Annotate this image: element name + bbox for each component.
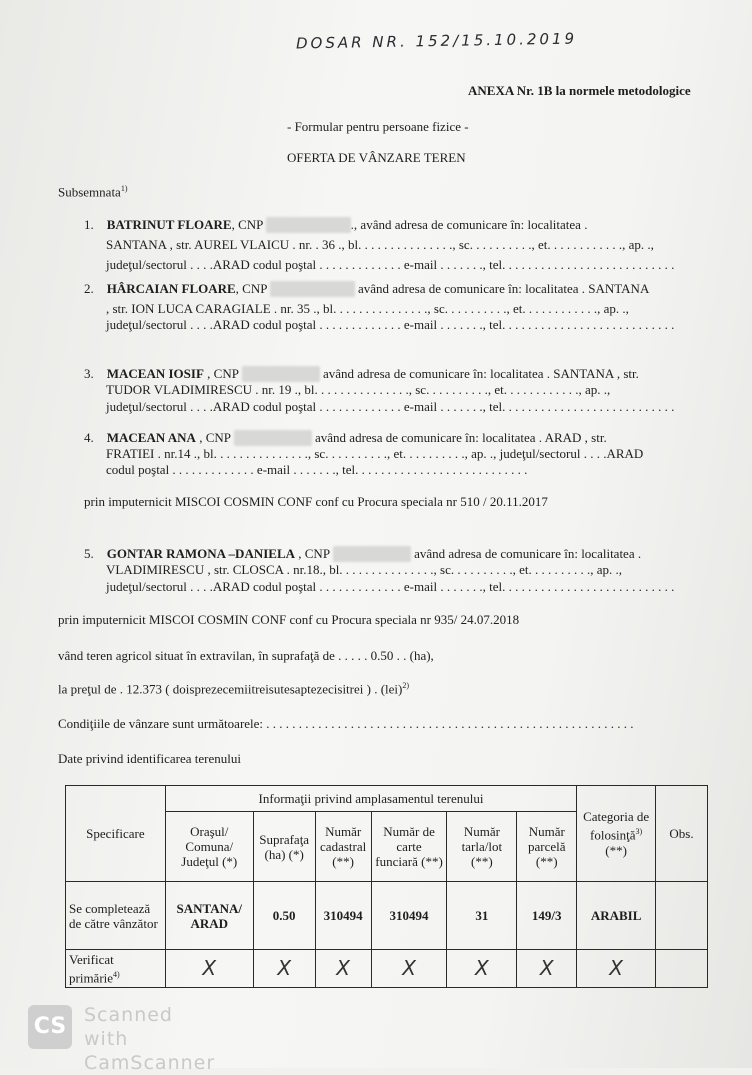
check-mark: X [253, 950, 315, 988]
cell-area: 0.50 [253, 882, 315, 950]
seller-1-line-3: judeţul/sectorul . . . .ARAD codul poştal . . . . . . . . . . . . . e-mail . . . . . . ., tel. . . . . . . . . . . . . . . . . . . . . . . . . . . [106, 257, 675, 272]
seller-name: MACEAN IOSIF [106, 366, 204, 381]
dossier-number: DOSAR NR. 152/15.10.2019 [295, 29, 578, 53]
land-identification-table [65, 785, 708, 988]
header-obs: Obs. [656, 786, 708, 882]
check-mark: X [577, 950, 656, 988]
cell-obs [656, 882, 708, 950]
seller-5-line-3: judeţul/sectorul . . . .ARAD codul poştal . . . . . . . . . . . . . e-mail . . . . . . ., tel. . . . . . . . . . . . . . . . . . . . . . . . . . . [106, 579, 675, 594]
check-mark: X [165, 950, 253, 988]
redacted-cnp [270, 281, 355, 297]
seller-2-line-2: , str. ION LUCA CARAGIALE . nr. 35 ., bl. . . . . . . . . . . . . . ., sc. . . . . . . . . ., et. . . . . . . . . . . ., ap. ., [106, 301, 629, 316]
annex-heading: ANEXA Nr. 1B la normele metodologice [468, 83, 691, 98]
identification-heading: Date privind identificarea terenului [58, 751, 242, 766]
cell-land-book: 310494 [371, 882, 447, 950]
header-city: Oraşul/ Comuna/ Judeţul (*) [165, 812, 253, 882]
redacted-cnp [333, 546, 411, 562]
undersigned-label: Subsemnata$^{1)}$ [58, 184, 128, 200]
check-mark: X [315, 950, 371, 988]
camscanner-watermark [28, 1003, 218, 1074]
seller-name: HÂRCAIAN FLOARE [106, 281, 236, 296]
watermark-line-1: Scanned with [84, 1004, 173, 1050]
seller-1-line-1: 1. BATRINUT FLOARE, CNP ., având adresa de comunicare în: localitatea . [84, 217, 588, 232]
seller-name: GONTAR RAMONA –DANIELA [106, 546, 296, 561]
proxy-1: prin imputernicit MISCOI COSMIN CONF conf cu Procura speciala nr 510 / 20.11.2017 [84, 494, 548, 509]
header-parcel: Număr parcelă (**) [517, 812, 577, 882]
seller-3-line-2: TUDOR VLADIMIRESCU . nr. 19 ., bl. . . . . . . . . . . . . . ., sc. . . . . . . . . ., et. . . . . . . . . . . ., ap. ., [106, 382, 611, 397]
header-location-group: Informaţii privind amplasamentul terenului [165, 786, 576, 812]
proxy-2: prin imputernicit MISCOI COSMIN CONF conf cu Procura speciala nr 935/ 24.07.2018 [58, 612, 520, 627]
cell-tarla: 31 [447, 882, 517, 950]
row-verified-label: Verificat primărie$^{4)}$ [66, 950, 166, 988]
check-mark: X [447, 950, 517, 988]
seller-3-line-1: 3. MACEAN IOSIF , CNP având adresa de comunicare în: localitatea . SANTANA , str. [84, 366, 639, 381]
seller-4-line-2: FRATIEI . nr.14 ., bl. . . . . . . . . . . . . . ., sc. . . . . . . . . ., et. . . . . . . . . ., ap. ., judeţul/sectorul . . . .ARAD [106, 446, 644, 461]
cell-obs-verified [656, 950, 708, 988]
header-land-book: Număr de carte funciară (**) [371, 812, 447, 882]
seller-5-line-1: 5. GONTAR RAMONA –DANIELA , CNP având adresa de comunicare în: localitatea . [84, 546, 642, 561]
redacted-cnp [242, 366, 320, 382]
seller-2-line-1: 2. HÂRCAIAN FLOARE, CNP având adresa de comunicare în: localitatea . SANTANA [84, 281, 650, 296]
land-line: vând teren agricol situat în extravilan, în suprafaţă de . . . . . 0.50 . . (ha), [58, 648, 434, 663]
check-mark: X [371, 950, 447, 988]
camscanner-logo-icon: CS [28, 1005, 72, 1049]
seller-5-line-2: VLADIMIRESCU , str. CLOSCA . nr.18., bl. . . . . . . . . . . . . . ., sc. . . . . . . . . ., et. . . . . . . . . ., ap. ., [106, 562, 623, 577]
seller-1-line-2: SANTANA , str. AUREL VLAICU . nr. . 36 ., bl. . . . . . . . . . . . . . ., sc. . . . . . . . . ., et. . . . . . . . . . . ., ap. ., [106, 237, 654, 252]
header-cadastral: Număr cadastral (**) [315, 812, 371, 882]
redacted-cnp [234, 430, 312, 446]
row-seller-label: Se completează de către vânzător [66, 882, 166, 950]
header-area: Suprafaţa (ha) (*) [253, 812, 315, 882]
cell-cadastral: 310494 [315, 882, 371, 950]
cell-city: SANTANA/ ARAD [165, 882, 253, 950]
cell-parcel: 149/3 [517, 882, 577, 950]
conditions-line: Condiţiile de vânzare sunt următoarele: . . . . . . . . . . . . . . . . . . . . . . . . . . . . . . . . . . . . . . . . . . . . . . . . . . . . . . . . . [58, 716, 634, 731]
seller-name: MACEAN ANA [106, 430, 196, 445]
form-type: - Formular pentru persoane fizice - [287, 119, 469, 134]
watermark-line-2: CamScanner [84, 1052, 216, 1074]
header-category: Categoria de folosinţă$^{3)}$ (**) [577, 786, 656, 882]
check-mark: X [517, 950, 577, 988]
cell-category: ARABIL [577, 882, 656, 950]
seller-4-line-1: 4. MACEAN ANA , CNP având adresa de comunicare în: localitatea . ARAD , str. [84, 430, 607, 445]
header-specificare: Specificare [66, 786, 166, 882]
redacted-cnp [266, 217, 351, 233]
seller-4-line-3: codul poştal . . . . . . . . . . . . . e-mail . . . . . . ., tel. . . . . . . . . . . . . . . . . . . . . . . . . . . [106, 462, 528, 477]
seller-3-line-3: judeţul/sectorul . . . .ARAD codul poştal . . . . . . . . . . . . . e-mail . . . . . . ., tel. . . . . . . . . . . . . . . . . . . . . . . . . . . [106, 399, 675, 414]
seller-name: BATRINUT FLOARE [106, 217, 232, 232]
document-title: OFERTA DE VÂNZARE TEREN [287, 150, 466, 165]
header-tarla: Număr tarla/lot (**) [447, 812, 517, 882]
seller-2-line-3: judeţul/sectorul . . . .ARAD codul poştal . . . . . . . . . . . . . e-mail . . . . . . ., tel. . . . . . . . . . . . . . . . . . . . . . . . . . . [106, 317, 675, 332]
price-line: la preţul de . 12.373 ( doisprezecemiitreisutesaptezecisitrei ) . (lei)$^{2)}$ [58, 681, 410, 697]
